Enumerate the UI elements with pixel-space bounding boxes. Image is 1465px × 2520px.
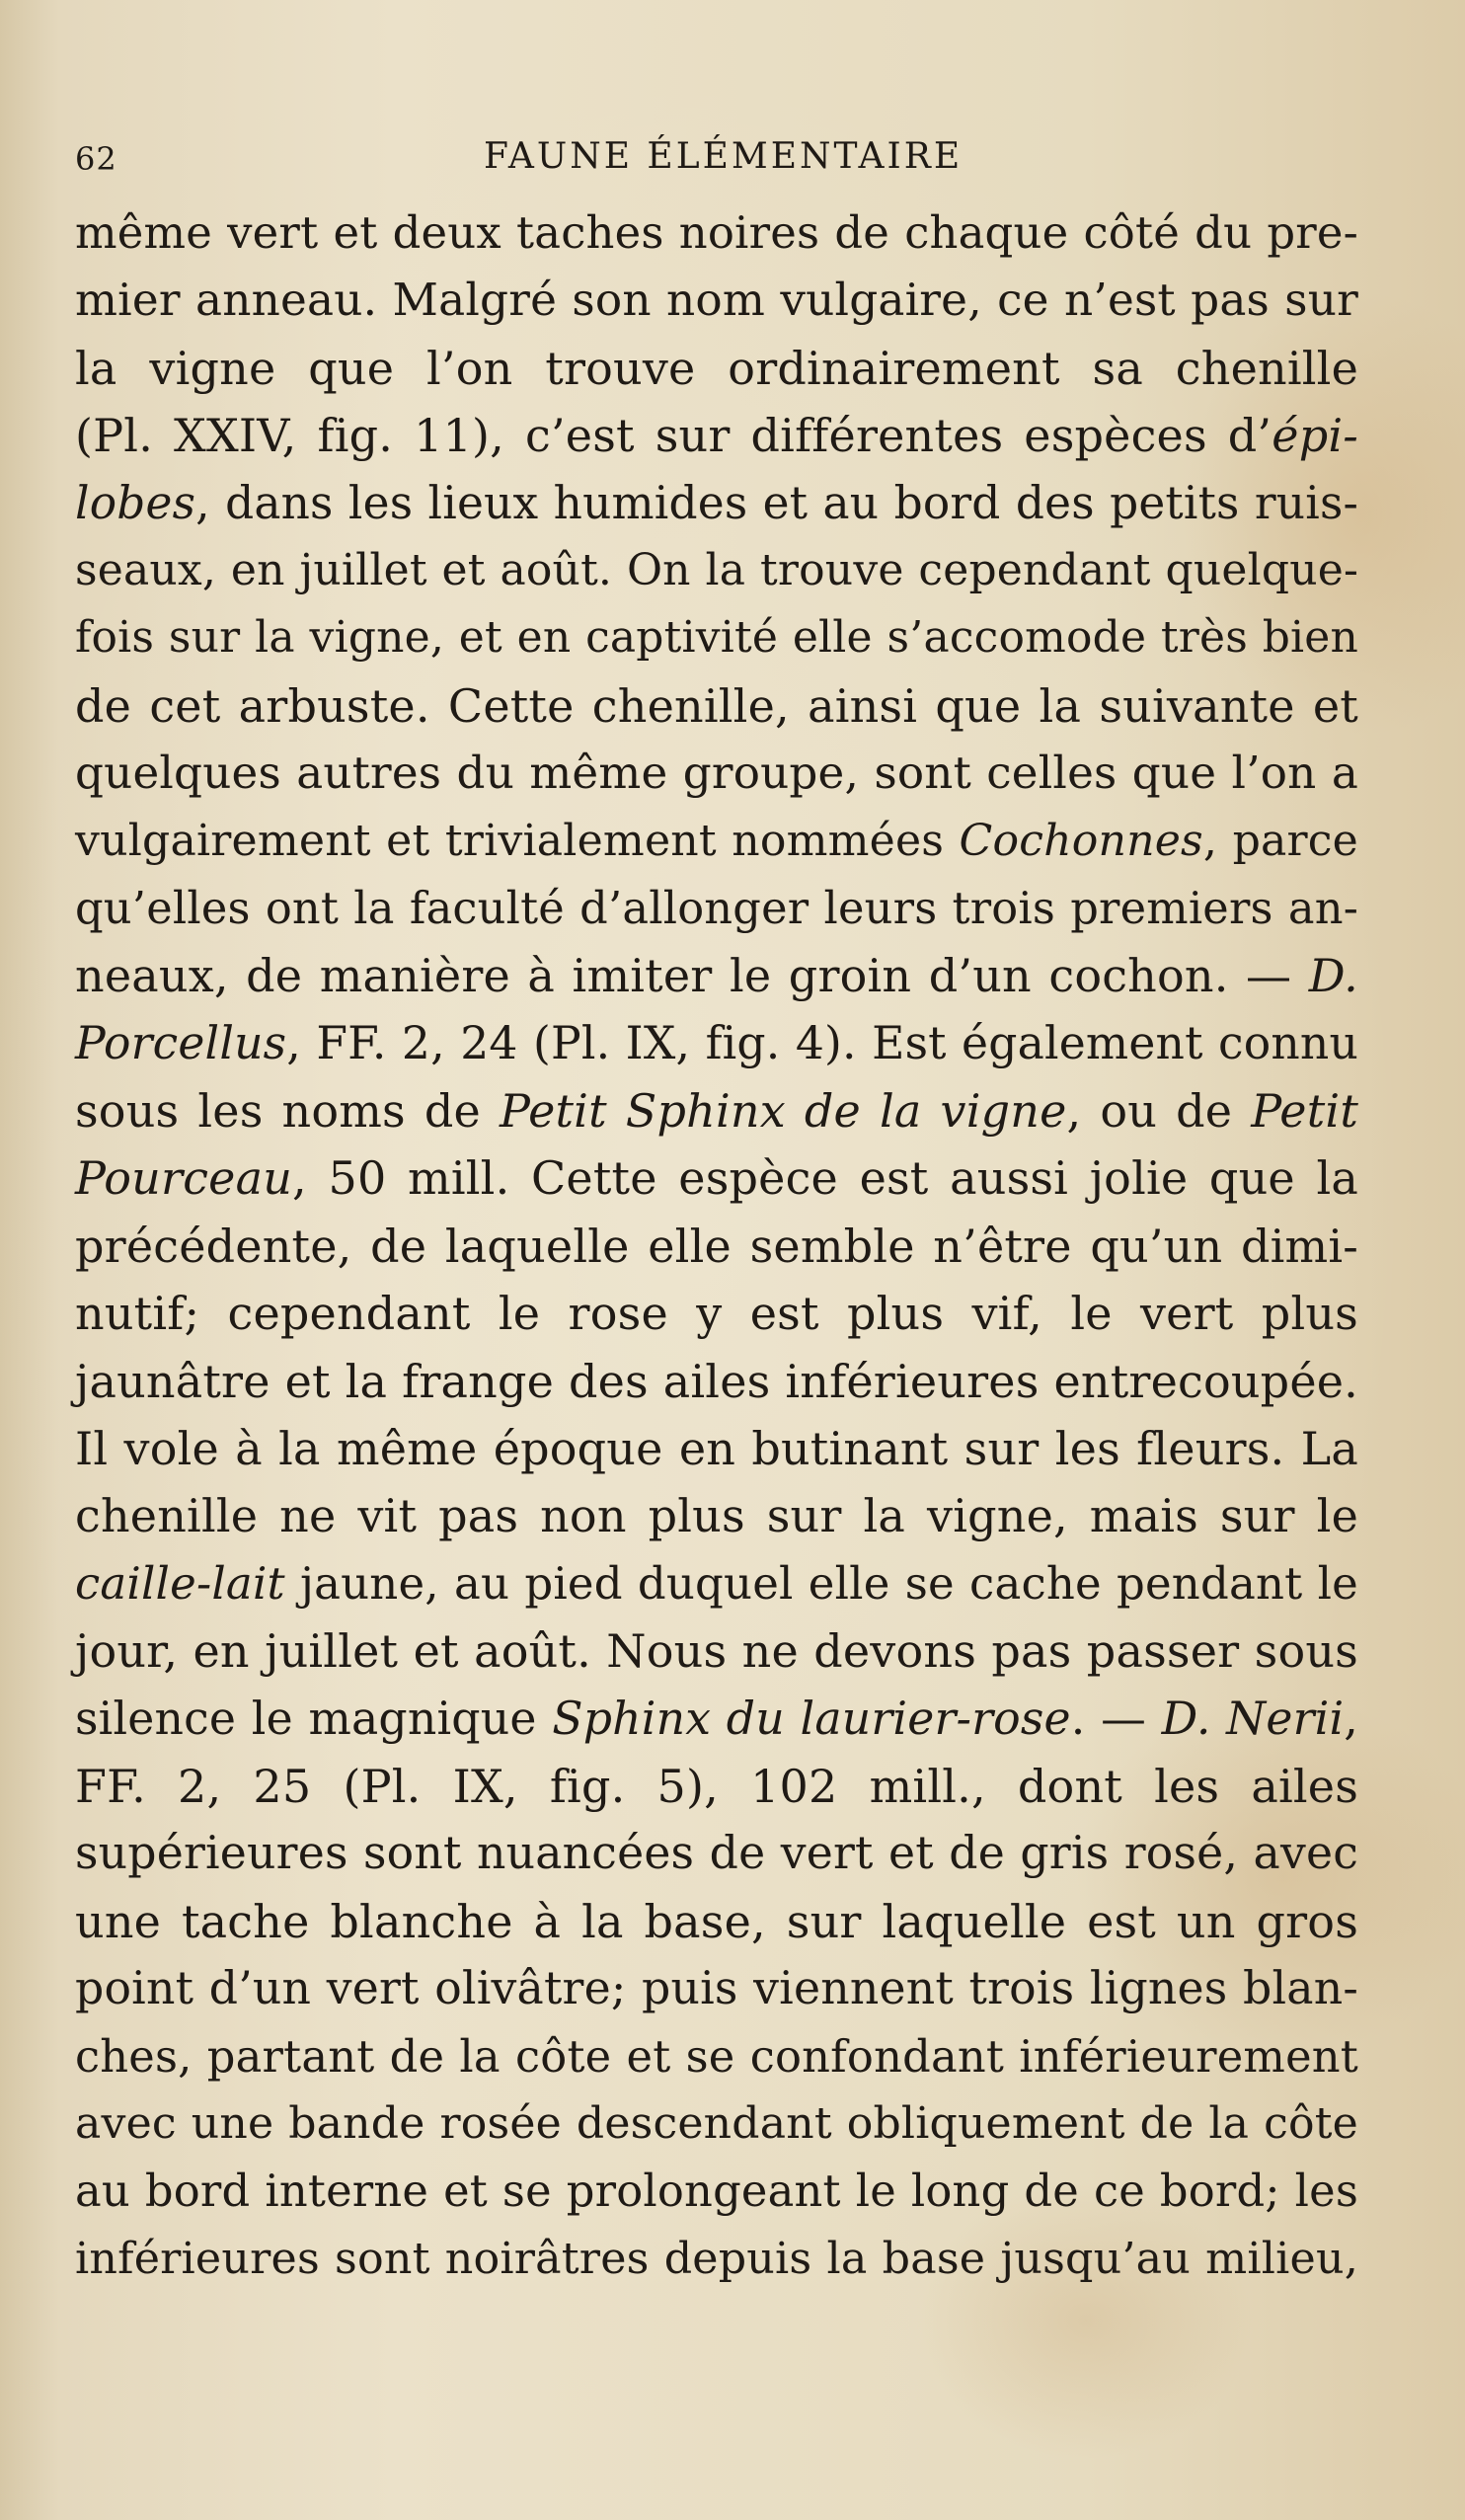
running-title: FAUNE ÉLÉMENTAIRE xyxy=(484,136,964,177)
text-segment: avec une bande rosée descendant obliquement de la côte xyxy=(75,2097,1358,2149)
text-segment: même vert et deux taches noires de chaque côté du pre- xyxy=(75,206,1358,259)
page-number: 62 xyxy=(75,140,117,178)
text-line xyxy=(75,942,1358,1009)
text-line xyxy=(75,537,1358,604)
text-line xyxy=(75,1617,1358,1685)
text-segment: jaunâtre et la frange des ailes inférieures entrecoupée. xyxy=(75,1354,1358,1408)
text-line xyxy=(75,1820,1358,1887)
text-segment: la vigne que l’on trouve ordinairement sa chenille xyxy=(75,341,1358,395)
text-segment: , 50 mill. Cette espèce est aussi jolie que la xyxy=(292,1151,1358,1206)
text-line xyxy=(75,2158,1358,2225)
text-line xyxy=(75,1415,1358,1482)
text-segment: silence le magnique xyxy=(75,1692,553,1745)
text-segment: jaune, au pied duquel elle se cache pendant le xyxy=(284,1556,1358,1610)
text-line xyxy=(75,1280,1358,1347)
text-line xyxy=(75,2023,1358,2090)
text-segment: de cet arbuste. Cette chenille, ainsi que la suivante et xyxy=(75,678,1358,733)
text-line xyxy=(75,1010,1358,1077)
italic-segment: D. Nerii xyxy=(1161,1692,1345,1745)
text-line xyxy=(75,740,1358,807)
text-segment: nutif; cependant le rose y est plus vif, le vert plus xyxy=(75,1287,1358,1341)
text-segment: neaux, de manière à imiter le groin d’un cochon. — xyxy=(75,949,1309,1003)
body-text xyxy=(75,199,1358,2293)
text-line xyxy=(75,1955,1358,2022)
text-line xyxy=(75,199,1358,267)
text-line xyxy=(75,470,1358,537)
italic-segment: Porcellus xyxy=(75,1016,287,1069)
text-segment: vulgairement et trivialement nommées xyxy=(75,815,960,866)
text-segment: inférieures sont noirâtres depuis la base jusqu’au milieu, xyxy=(75,2233,1358,2284)
text-line xyxy=(75,2090,1358,2158)
text-segment: FF. 2, 25 (Pl. IX, fig. 5), 102 mill., dont les ailes xyxy=(75,1759,1358,1813)
text-line xyxy=(75,1888,1358,1955)
text-line xyxy=(75,672,1358,740)
text-line xyxy=(75,1550,1358,1617)
text-line xyxy=(75,1753,1358,1820)
text-segment: quelques autres du même groupe, sont celles que l’on a xyxy=(75,747,1358,800)
text-segment: sous les noms de xyxy=(75,1084,500,1139)
text-segment: , dans les lieux humides et au bord des petits ruis- xyxy=(195,476,1358,529)
text-line xyxy=(75,267,1358,334)
italic-segment: Petit Sphinx de la vigne xyxy=(499,1084,1067,1139)
italic-segment: épi- xyxy=(1272,409,1358,463)
text-segment: mier anneau. Malgré son nom vulgaire, ce n’est pas sur xyxy=(75,274,1358,327)
text-segment: point d’un vert olivâtre; puis viennent trois lignes blan- xyxy=(75,1962,1358,2015)
italic-segment: Pourceau xyxy=(75,1151,293,1206)
text-segment: ches, partant de la côte et se confondant inférieurement xyxy=(75,2029,1358,2083)
text-line xyxy=(75,875,1358,942)
italic-segment: Sphinx du laurier-rose xyxy=(552,1692,1071,1745)
text-line xyxy=(75,1213,1358,1280)
text-line xyxy=(75,1686,1358,1753)
italic-segment: Cochonnes xyxy=(959,815,1203,866)
text-segment: chenille ne vit pas non plus sur la vigne, mais sur le xyxy=(75,1489,1358,1543)
text-segment: , ou de xyxy=(1066,1084,1252,1139)
text-line xyxy=(75,1077,1358,1144)
page-header xyxy=(75,130,1358,178)
text-segment: (Pl. XXIV, fig. 11), c’est sur différentes espèces d’ xyxy=(75,409,1272,463)
text-line xyxy=(75,1144,1358,1212)
text-line xyxy=(75,402,1358,469)
text-line xyxy=(75,335,1358,402)
italic-segment: lobes xyxy=(75,476,196,529)
text-segment: seaux, en juillet et août. On la trouve cependant quelque- xyxy=(75,544,1358,595)
text-segment: précédente, de laquelle elle semble n’être qu’un dimi- xyxy=(75,1219,1358,1273)
text-segment: qu’elles ont la faculté d’allonger leurs trois premiers an- xyxy=(75,882,1358,934)
text-segment: , parce xyxy=(1202,815,1358,866)
text-segment: , FF. 2, 24 (Pl. IX, fig. 4). Est également connu xyxy=(286,1016,1358,1069)
text-line xyxy=(75,2226,1358,2293)
text-segment: supérieures sont nuancées de vert et de gris rosé, avec xyxy=(75,1827,1358,1880)
text-segment: fois sur la vigne, et en captivité elle s’accomode très bien xyxy=(75,612,1358,664)
text-line xyxy=(75,808,1358,875)
text-line xyxy=(75,604,1358,671)
text-line xyxy=(75,1348,1358,1415)
text-segment: jour, en juillet et août. Nous ne devons pas passer sous xyxy=(75,1624,1358,1679)
italic-segment: caille-lait xyxy=(75,1556,285,1610)
italic-segment: Petit xyxy=(1251,1084,1359,1139)
text-segment: au bord interne et se prolongeant le long de ce bord; les xyxy=(75,2165,1358,2218)
text-line xyxy=(75,1482,1358,1549)
text-segment: une tache blanche à la base, sur laquelle est un gros xyxy=(75,1894,1358,1948)
text-segment: , xyxy=(1344,1692,1358,1745)
italic-segment: D. xyxy=(1308,949,1358,1003)
text-segment: . — xyxy=(1070,1692,1162,1745)
text-segment: Il vole à la même époque en butinant sur les fleurs. La xyxy=(75,1422,1358,1476)
